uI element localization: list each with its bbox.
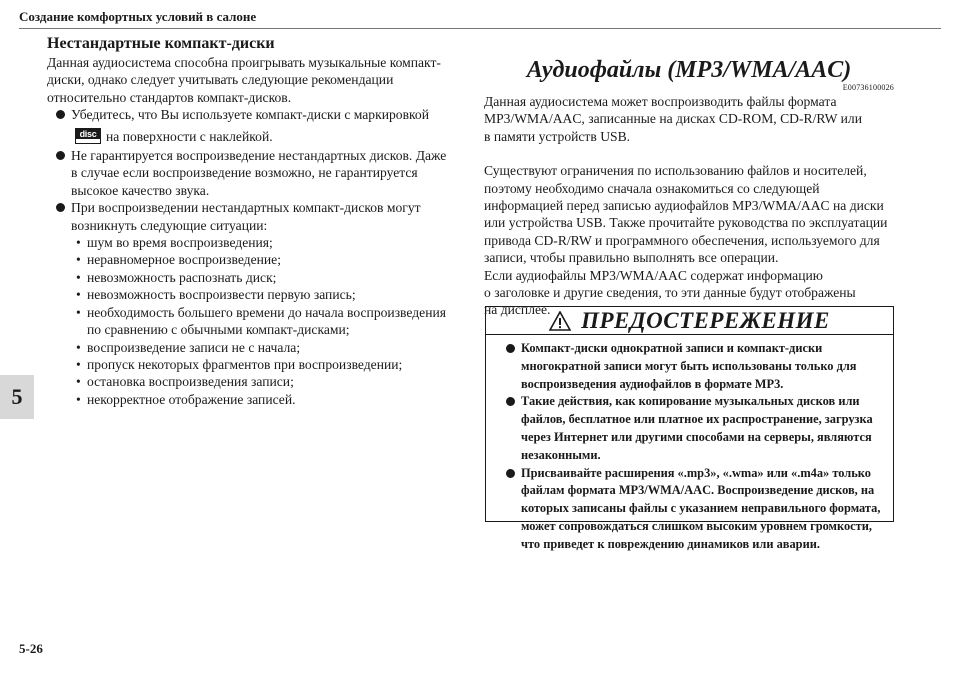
list-item (47, 304, 457, 339)
text-line: поэтому необходимо сначала ознакомиться со следующей (484, 180, 820, 196)
list-item (47, 234, 457, 251)
document-code: E00736100026 (842, 83, 894, 92)
text-line: пропуск некоторых фрагментов при воспроизведении; (87, 356, 403, 372)
header-divider (19, 28, 941, 29)
text-line: Не гарантируется воспроизведение нестандартных дисков. Даже (71, 148, 447, 164)
text-line: шум во время воспроизведения; (87, 235, 273, 251)
text-line: возникнуть следующие ситуации: (71, 217, 268, 233)
text-line: на поверхности с наклейкой. (106, 128, 273, 144)
bullet-item (47, 147, 457, 199)
text-line: Убедитесь, что Вы используете компакт-диски с маркировкой (71, 107, 429, 123)
text-line: Присваивайте расширения «.mp3», «.wma» или «.m4a» только (521, 465, 871, 480)
bullet-mark: • (76, 287, 81, 303)
text-line: невозможность воспроизвести первую запись; (87, 287, 356, 303)
list-item (47, 373, 457, 390)
text-line: Существуют ограничения по использованию файлов и носителей, (484, 163, 867, 179)
text-line: может сопровождаться слишком высоким уровнем громкости, (521, 518, 872, 533)
disc-mark-line (47, 128, 457, 145)
bullet-mark: • (76, 391, 81, 407)
text-line: Компакт-диски однократной записи и компакт-диски (521, 341, 823, 355)
warning-body (486, 335, 893, 554)
bullet-dot-icon (506, 469, 515, 478)
text-line: незаконными. (521, 447, 601, 462)
section-heading: Нестандартные компакт-диски (47, 35, 275, 52)
text-line: записи, чтобы правильно выполнять все операции. (484, 250, 779, 266)
text-line: относительно стандартов компакт-дисков. (47, 89, 292, 105)
text-line: При воспроизведении нестандартных компакт-дисков могут (71, 200, 421, 216)
bullet-mark: • (76, 356, 81, 372)
text-line: Данная аудиосистема может воспроизводить файлы формата (484, 94, 837, 109)
bullet-item (47, 199, 457, 234)
page-number: 5-26 (19, 641, 43, 656)
right-column (484, 55, 894, 319)
text-line: или устройства USB. Также прочитайте руководства по эксплуатации (484, 215, 888, 231)
warning-item (499, 340, 883, 393)
text-line: по сравнению с обычными компакт-дисками; (87, 322, 350, 338)
text-line: через Интернет или другими способами на серверы, являются (521, 429, 872, 444)
list-item (47, 251, 457, 268)
bullet-mark: • (76, 235, 81, 251)
text-line: неравномерное воспроизведение; (87, 252, 281, 268)
bullet-dot-icon (506, 344, 515, 353)
text-line: воспроизведение записи не с начала; (87, 339, 301, 355)
text-line: некорректное отображение записей. (87, 391, 296, 407)
bullet-mark: • (76, 374, 81, 390)
disc-logo-text: disc (79, 129, 97, 140)
warning-header (486, 307, 893, 335)
bullet-dot-icon (56, 203, 65, 212)
text-line: о заголовке и другие сведения, то эти данные будут отображены (484, 285, 856, 301)
bullet-mark: • (76, 252, 81, 268)
text-line: информацией перед записью аудиофайлов MP3/WMA/AAC на диски (484, 198, 884, 214)
text-line: невозможность распознать диск; (87, 269, 277, 285)
warning-item (499, 465, 883, 554)
text-line: необходимость большего времени до начала воспроизведения (87, 304, 447, 320)
warning-box (485, 306, 894, 551)
section-title: Аудиофайлы (MP3/WMA/AAC) (526, 57, 852, 83)
paragraph (484, 93, 894, 145)
warning-triangle-icon (549, 311, 571, 331)
text-line: MP3/WMA/AAC, записанные на дисках CD-ROM, CD-R/RW или (484, 111, 862, 127)
list-item (47, 339, 457, 356)
text-line: в памяти устройств USB. (484, 128, 631, 144)
text-line: в случае если воспроизведение возможно, не гарантируется (71, 165, 418, 181)
warning-heading: ПРЕДОСТЕРЕЖЕНИЕ (581, 307, 830, 333)
text-line: файлам формата MP3/WMA/AAC. Воспроизведение дисков, на (521, 483, 875, 498)
list-item (47, 269, 457, 286)
left-column (47, 34, 457, 408)
bullet-dot-icon (56, 110, 65, 119)
chapter-tab: 5 (0, 375, 34, 419)
text-line: Если аудиофайлы MP3/WMA/AAC содержат информацию (484, 267, 823, 283)
text-line: Данная аудиосистема способна проигрывать музыкальные компакт- (47, 55, 441, 70)
text-line: диски, однако следует учитывать следующие рекомендации (47, 72, 394, 88)
running-header: Создание комфортных условий в салоне (19, 9, 257, 24)
list-item (47, 286, 457, 303)
text-line: воспроизведения аудиофайлов в формате MP3. (521, 376, 784, 391)
text-line: остановка воспроизведения записи; (87, 374, 294, 390)
bullet-dot-icon (56, 151, 65, 160)
warning-item (499, 393, 883, 464)
bullet-mark: • (76, 339, 81, 355)
text-line: файлов, бесплатное или платное их распространение, загрузка (521, 412, 873, 427)
text-line: высокое качество звука. (71, 182, 210, 198)
text-line: привода CD-R/RW и программного обеспечения, используемого для (484, 232, 880, 248)
intro-paragraph (47, 54, 457, 106)
bullet-mark: • (76, 304, 81, 320)
list-item (47, 391, 457, 408)
situations-list (47, 234, 457, 408)
text-line: которых записаны файлы с указанием неправильного формата, (521, 501, 881, 516)
text-line: многократной записи могут быть использованы только для (521, 358, 857, 373)
bullet-mark: • (76, 269, 81, 285)
paragraph (484, 162, 894, 319)
text-line: на дисплее. (484, 302, 551, 318)
list-item (47, 356, 457, 373)
text-line: что приведет к повреждению динамиков или аварии. (521, 536, 820, 551)
bullet-item (47, 106, 457, 123)
text-line: Такие действия, как копирование музыкальных дисков или (521, 394, 860, 409)
compact-disc-logo-icon (75, 128, 101, 144)
bullet-dot-icon (506, 397, 515, 406)
